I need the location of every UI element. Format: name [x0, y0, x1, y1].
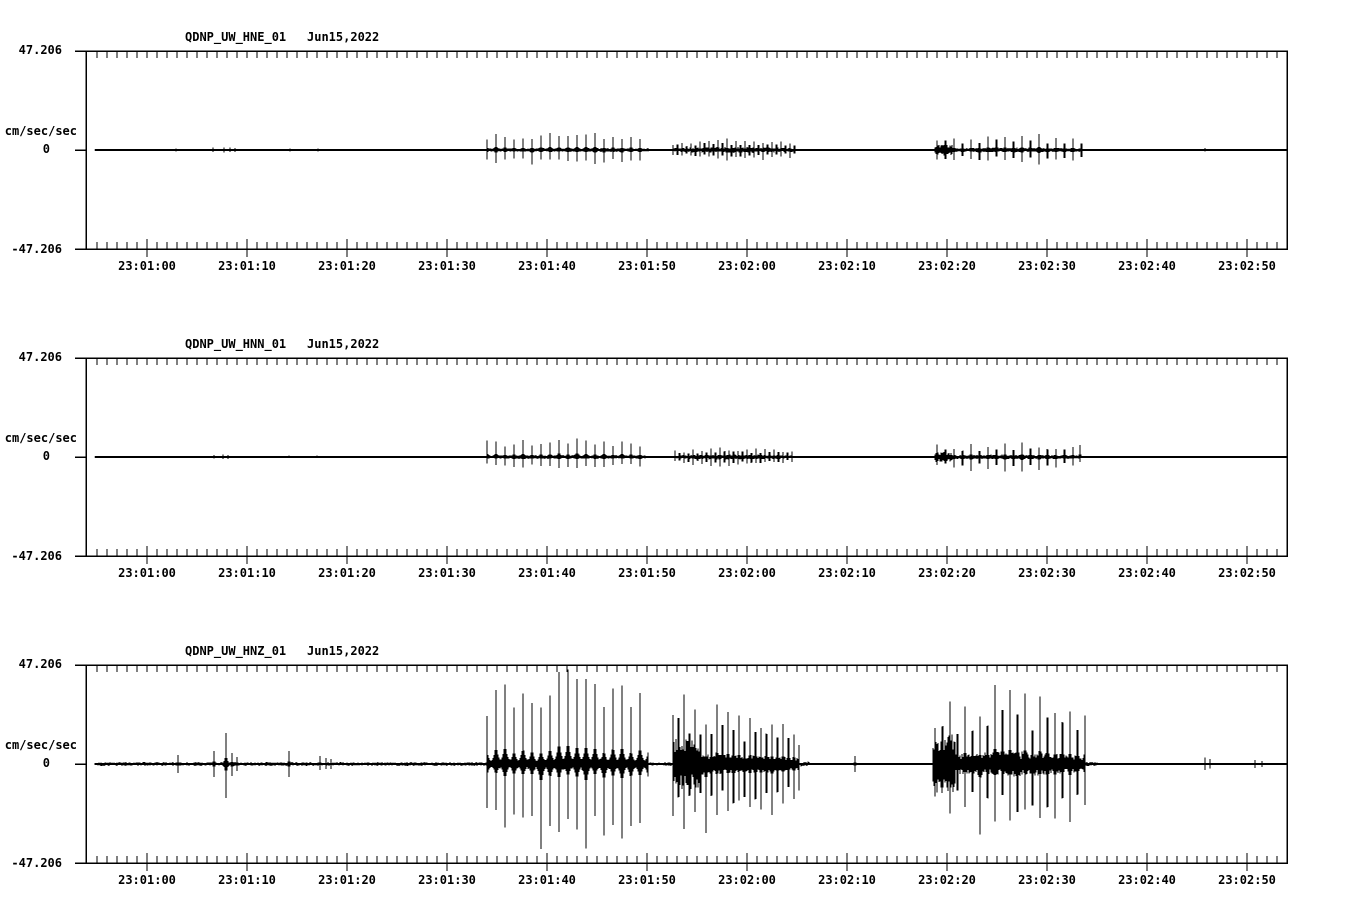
- panel-title: QDNP_UW_HNE_01: [185, 30, 287, 44]
- x-tick-label: 23:01:40: [518, 873, 576, 887]
- y-max-label: 47.206: [18, 350, 62, 364]
- x-tick-label: 23:02:10: [818, 566, 876, 580]
- waveform-trace-hnz: [95, 669, 1287, 849]
- x-tick-label: 23:02:20: [918, 259, 976, 273]
- x-tick-label: 23:02:10: [818, 259, 876, 273]
- x-tick-label: 23:01:40: [518, 566, 576, 580]
- y-min-label: -47.206: [11, 856, 62, 870]
- panel-date: Jun15,2022: [307, 30, 380, 44]
- x-tick-label: 23:01:00: [118, 566, 176, 580]
- x-tick-label: 23:02:10: [818, 873, 876, 887]
- x-tick-label: 23:01:40: [518, 259, 576, 273]
- y-min-label: -47.206: [11, 242, 62, 256]
- x-tick-label: 23:01:30: [418, 566, 476, 580]
- x-tick-label: 23:02:30: [1018, 566, 1076, 580]
- x-tick-label: 23:01:10: [218, 259, 276, 273]
- y-unit-label: cm/sec/sec: [4, 738, 77, 752]
- x-tick-label: 23:01:20: [318, 566, 376, 580]
- x-tick-label: 23:02:50: [1218, 259, 1276, 273]
- x-tick-label: 23:01:50: [618, 259, 676, 273]
- x-tick-label: 23:01:30: [418, 873, 476, 887]
- x-tick-label: 23:02:40: [1118, 259, 1176, 273]
- x-tick-label: 23:01:10: [218, 566, 276, 580]
- y-min-label: -47.206: [11, 549, 62, 563]
- x-tick-label: 23:02:20: [918, 873, 976, 887]
- x-tick-label: 23:02:20: [918, 566, 976, 580]
- x-tick-label: 23:02:50: [1218, 566, 1276, 580]
- x-tick-label: 23:01:00: [118, 259, 176, 273]
- panel-date: Jun15,2022: [307, 644, 380, 658]
- x-tick-label: 23:02:40: [1118, 873, 1176, 887]
- y-zero-label: 0: [42, 142, 50, 156]
- waveform-trace-hne: [95, 133, 1287, 165]
- panel-date: Jun15,2022: [307, 337, 380, 351]
- x-tick-label: 23:02:00: [718, 566, 776, 580]
- x-tick-label: 23:02:30: [1018, 259, 1076, 273]
- x-tick-label: 23:02:40: [1118, 566, 1176, 580]
- x-tick-label: 23:02:30: [1018, 873, 1076, 887]
- panel-title: QDNP_UW_HNN_01: [185, 337, 287, 351]
- panel-title: QDNP_UW_HNZ_01: [185, 644, 287, 658]
- x-tick-label: 23:01:10: [218, 873, 276, 887]
- waveform-trace-hnn: [95, 439, 1287, 472]
- y-max-label: 47.206: [18, 43, 62, 57]
- y-max-label: 47.206: [18, 657, 62, 671]
- y-unit-label: cm/sec/sec: [4, 124, 77, 138]
- y-unit-label: cm/sec/sec: [4, 431, 77, 445]
- y-zero-label: 0: [42, 756, 50, 770]
- x-tick-label: 23:01:30: [418, 259, 476, 273]
- y-zero-label: 0: [42, 449, 50, 463]
- x-tick-label: 23:01:00: [118, 873, 176, 887]
- x-tick-label: 23:02:00: [718, 259, 776, 273]
- x-tick-label: 23:02:50: [1218, 873, 1276, 887]
- x-tick-label: 23:01:50: [618, 873, 676, 887]
- x-tick-label: 23:01:20: [318, 259, 376, 273]
- x-tick-label: 23:02:00: [718, 873, 776, 887]
- x-tick-label: 23:01:50: [618, 566, 676, 580]
- x-tick-label: 23:01:20: [318, 873, 376, 887]
